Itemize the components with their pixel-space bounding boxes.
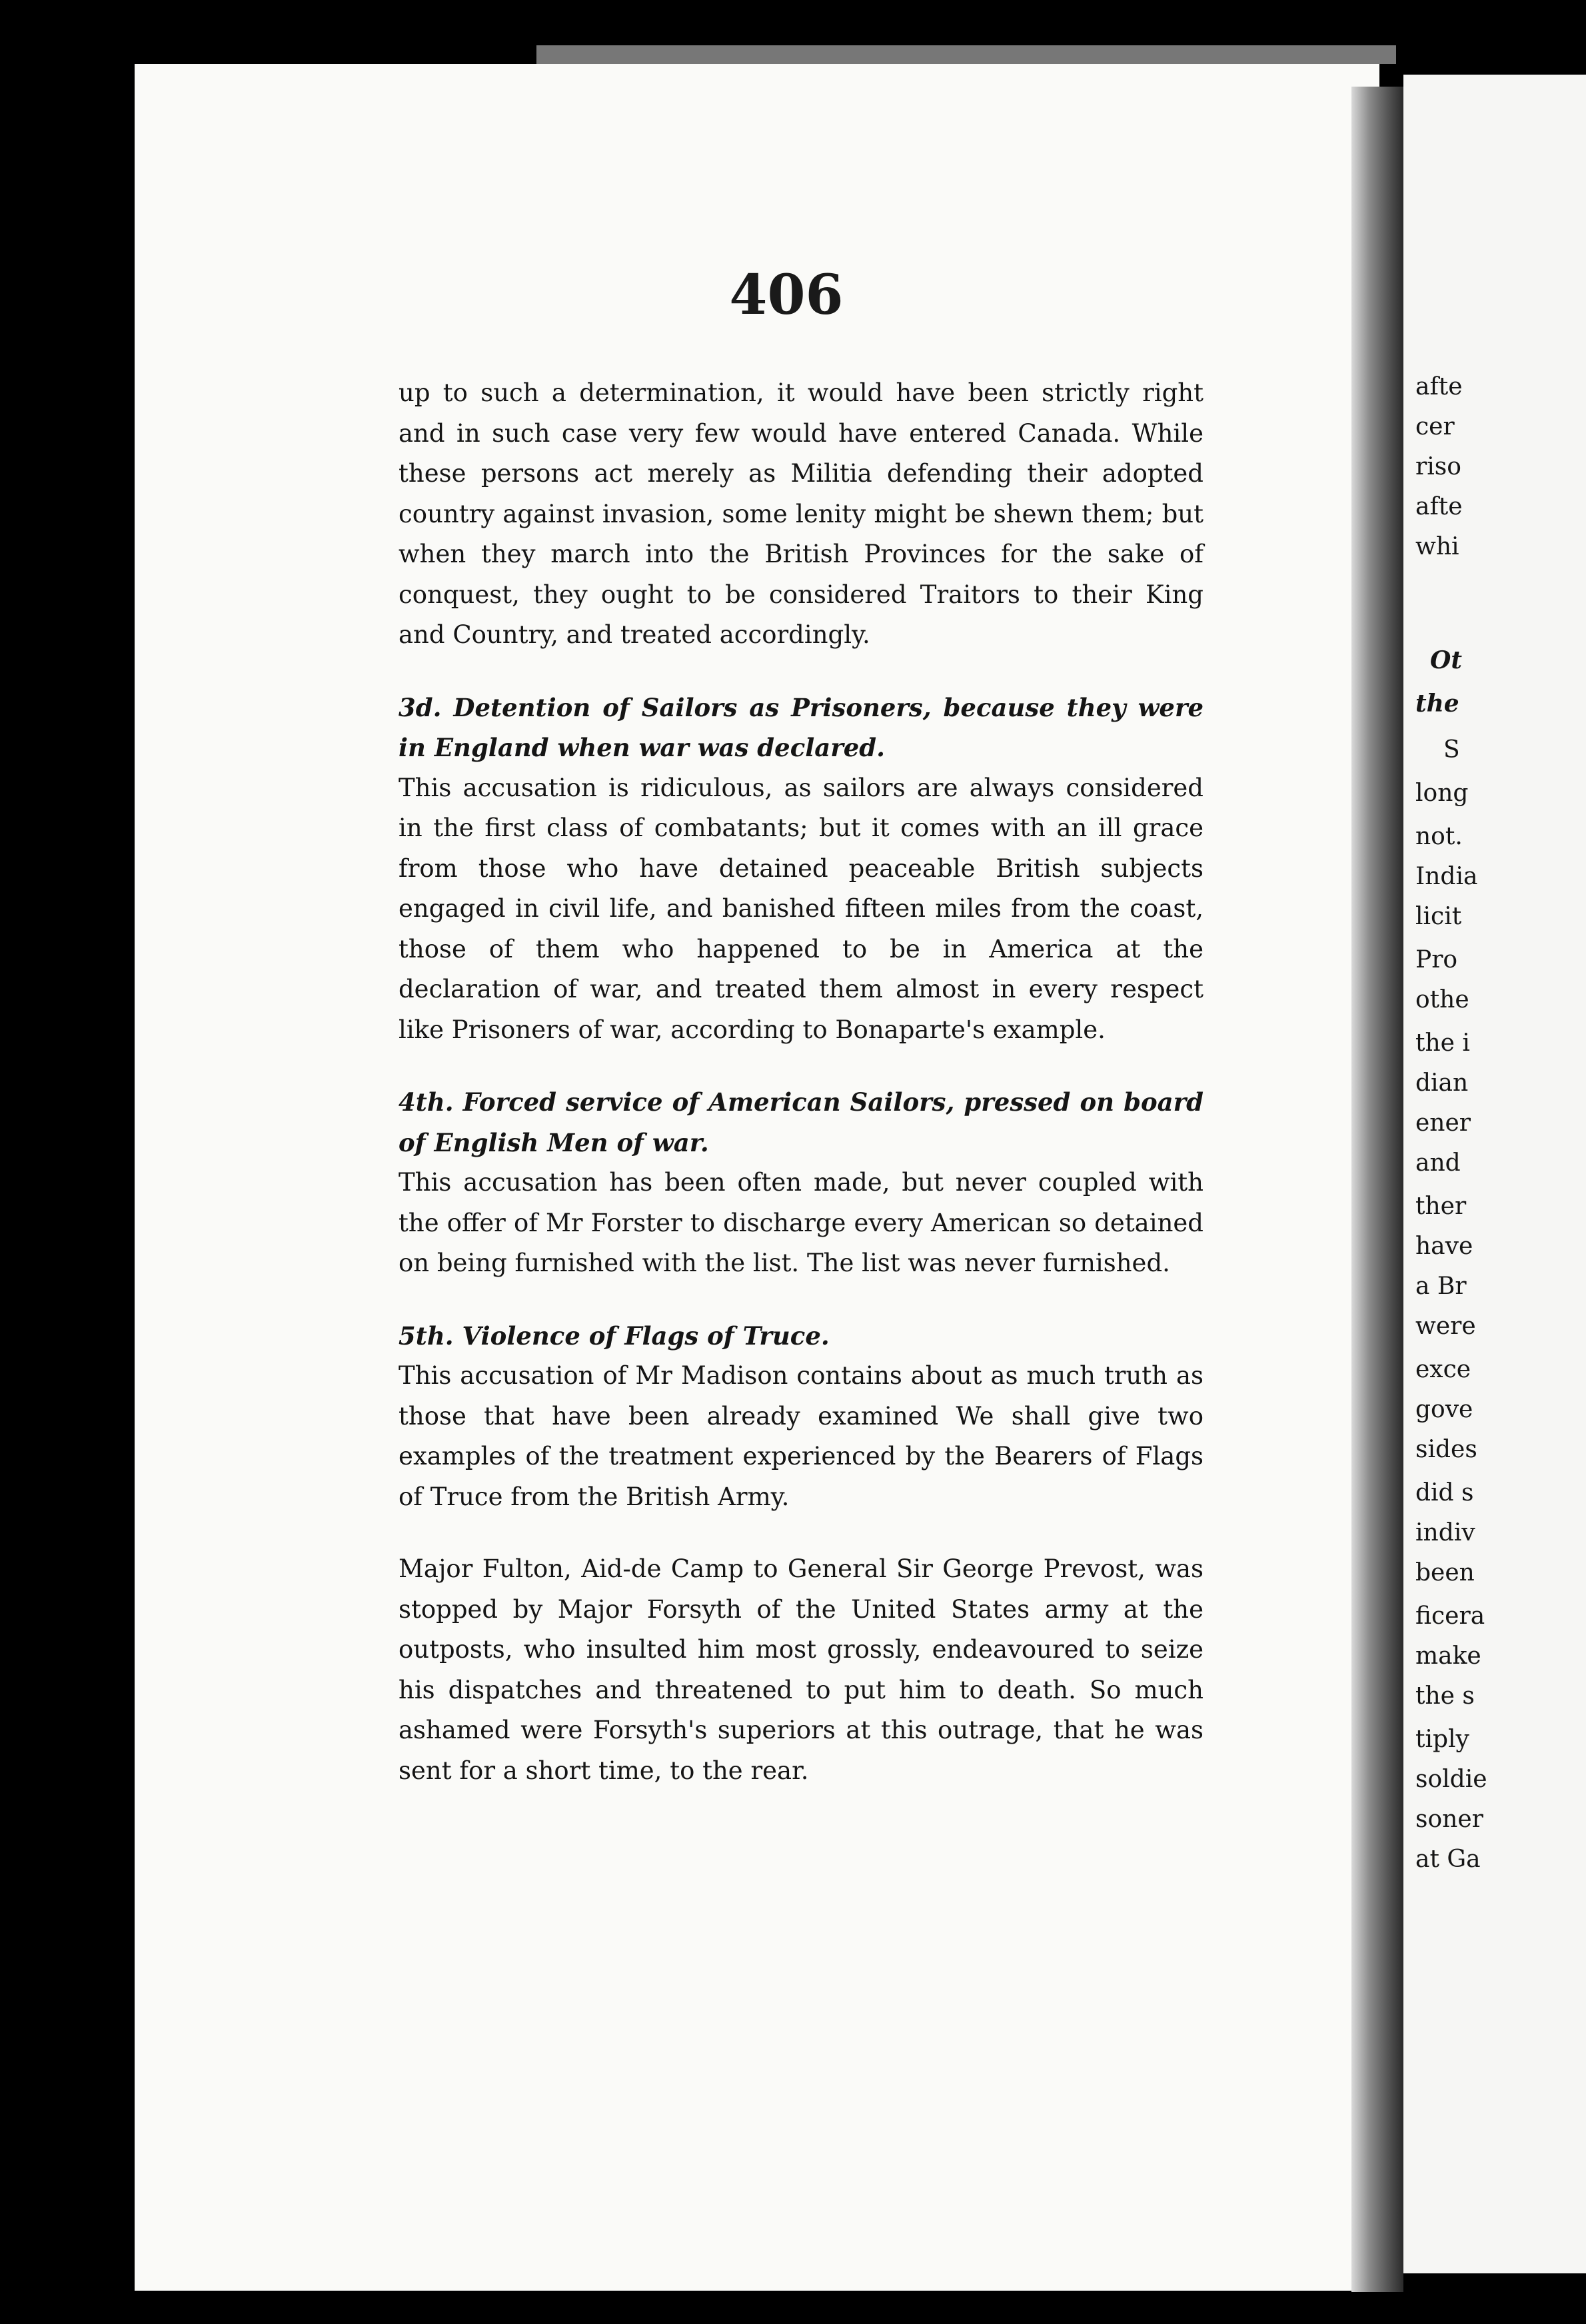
book-gutter	[1351, 87, 1403, 2292]
right-page-fragment: the	[1415, 690, 1459, 718]
right-page-fragment: S	[1443, 736, 1460, 764]
right-page-fragment: ener	[1415, 1109, 1471, 1137]
right-page-fragment: exce	[1415, 1356, 1471, 1383]
right-page-fragment: were	[1415, 1313, 1476, 1340]
right-page-fragment: ficera	[1415, 1602, 1485, 1630]
paragraph-gap	[398, 1517, 1203, 1549]
section-heading: 5th. Violence of Flags of Truce.	[398, 1321, 830, 1351]
right-page-fragment: make	[1415, 1642, 1481, 1670]
right-page-fragment: cer	[1415, 413, 1455, 440]
right-page-fragment: ther	[1415, 1193, 1467, 1220]
section-heading: 4th. Forced service of American Sailors, pressed on board of English Men of war.	[398, 1087, 1203, 1157]
right-page-fragment: a Br	[1415, 1273, 1467, 1300]
right-page-fragment: tiply	[1415, 1726, 1469, 1753]
page-body	[398, 373, 1203, 1791]
right-page-fragment: dian	[1415, 1069, 1469, 1097]
right-page-fragment: Ot	[1430, 646, 1462, 674]
body-paragraph: This accusation is ridiculous, as sailors are always considered in the first class of combatants; but it comes with an ill grace from those who have detained peaceable British subjects engaged in civil life, and banished fifteen miles from the coast, those of them who happened to be in America at the declaration of war, and treated them almost in every respect like Prisoners of war, according to Bonaparte's example.	[398, 773, 1203, 1044]
right-page	[1403, 75, 1586, 2273]
right-page-fragment: India	[1415, 863, 1478, 890]
right-page-fragment: afte	[1415, 493, 1463, 520]
section-heading: 3d. Detention of Sailors as Prisoners, because they were in England when war was declared.	[398, 692, 1203, 762]
right-page-fragment: long	[1415, 780, 1469, 807]
right-page-fragment: gove	[1415, 1396, 1473, 1423]
right-page-fragment: the s	[1415, 1682, 1475, 1710]
right-page-fragment: othe	[1415, 986, 1469, 1013]
right-page-fragment: licit	[1415, 903, 1462, 930]
paragraph-gap	[398, 1050, 1203, 1082]
right-page-fragment: Pro	[1415, 946, 1458, 973]
right-page-fragment: not.	[1415, 823, 1463, 850]
right-page-fragment: been	[1415, 1559, 1475, 1586]
right-page-fragment: whi	[1415, 533, 1459, 560]
right-page-fragment: afte	[1415, 373, 1463, 400]
body-paragraph: Major Fulton, Aid-de Camp to General Sir George Prevost, was stopped by Major Forsyth of the United States army at the outposts, who insulted him most grossly, endeavoured to seize his dispatches and threatened to put him to death. So much ashamed were Forsyth's superiors at this outrage, that he was sent for a short time, to the rear.	[398, 1554, 1203, 1785]
page-number: 406	[729, 263, 844, 327]
right-page-fragment: the i	[1415, 1029, 1470, 1057]
body-paragraph: This accusation of Mr Madison contains about as much truth as those that have been already examined We shall give two examples of the treatment experienced by the Bearers of Flags of Truce from the British Army.	[398, 1361, 1203, 1511]
paragraph-gap	[398, 656, 1203, 688]
paragraph-gap	[398, 1284, 1203, 1316]
scan-top-edge	[536, 45, 1396, 64]
right-page-fragment: sides	[1415, 1436, 1477, 1463]
body-paragraph: This accusation has been often made, but never coupled with the offer of Mr Forster to discharge every American so detained on being furnished with the list. The list was never furnished.	[398, 1168, 1203, 1277]
right-page-fragment: and	[1415, 1149, 1461, 1177]
right-page-fragment: at Ga	[1415, 1846, 1481, 1873]
right-page-fragment: did s	[1415, 1479, 1474, 1506]
right-page-fragment: soldie	[1415, 1766, 1487, 1793]
right-page-fragment: riso	[1415, 453, 1461, 480]
body-paragraph: up to such a determination, it would have been strictly right and in such case very few would have entered Canada. While these persons act merely as Militia defending their adopted country against invasion, some lenity might be shewn them; but when they march into the British Provinces for the sake of conquest, they ought to be considered Traitors to their King and Country, and treated accordingly.	[398, 378, 1203, 649]
right-page-fragment: soner	[1415, 1806, 1483, 1833]
right-page-fragment: have	[1415, 1233, 1473, 1260]
right-page-fragment: indiv	[1415, 1519, 1475, 1546]
